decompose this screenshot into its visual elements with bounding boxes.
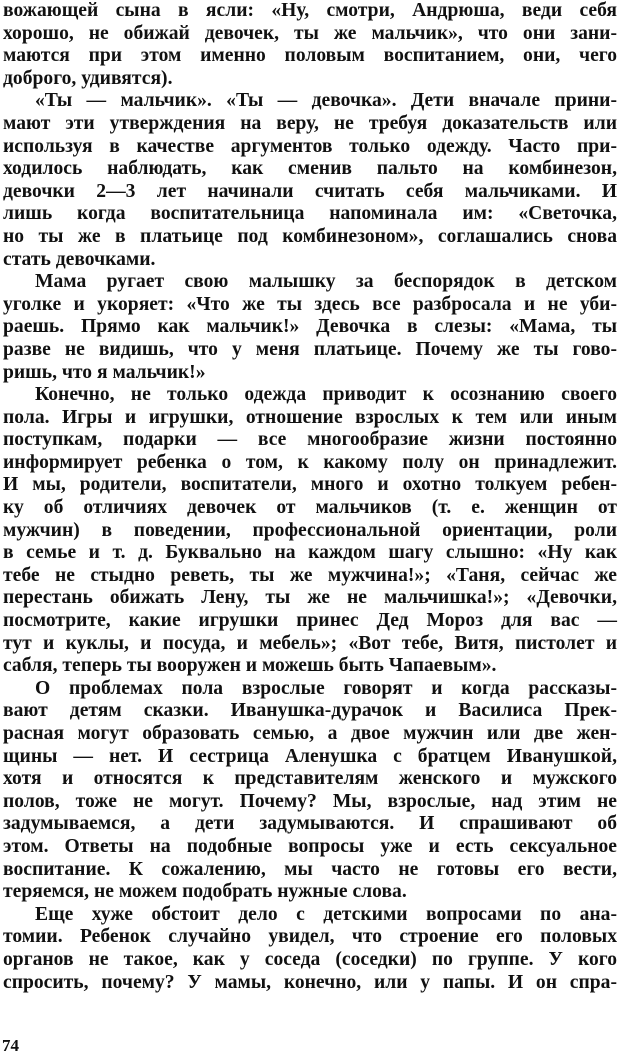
text-line: О проблемах пола взрослые говорят и когда рассказы- xyxy=(35,677,617,699)
text-line: раешь. Прямо как мальчик!» Девочка в слезы: «Мама, ты xyxy=(3,316,617,338)
text-line: Мама ругает свою малышку за беспорядок в детском xyxy=(35,271,617,293)
text-line: разве не видишь, что у меня платьице. Почему же ты гово- xyxy=(3,338,617,360)
text-line: лишь когда воспитательница напоминала им: «Светочка, xyxy=(3,203,617,225)
text-line: хотя и относятся к представителям женского и мужского xyxy=(3,768,617,790)
text-line: тебе не стыдно реветь, ты же мужчина!»; «Таня, сейчас же xyxy=(3,564,617,586)
text-line: спросить, почему? У мамы, конечно, или у папы. И он спра- xyxy=(3,971,617,993)
text-line: поступкам, подарки — все многообразие жизни постоянно xyxy=(3,429,617,451)
text-line: томии. Ребенок случайно увидел, что строение его половых xyxy=(3,926,617,948)
text-line: перестань обижать Лену, ты же не мальчишка!»; «Девочки, xyxy=(3,587,617,609)
text-line: теряемся, не можем подобрать нужные слова. xyxy=(3,881,407,903)
text-line: задумываемся, а дети задумываются. И спрашивают об xyxy=(3,813,617,835)
paragraph xyxy=(3,678,617,904)
text-line: доброго, удивятся). xyxy=(3,67,173,89)
text-line: тут и куклы, и посуда, и мебель»; «Вот тебе, Витя, пистолет и xyxy=(3,632,617,654)
paragraph xyxy=(3,384,617,678)
text-line: щины — нет. И сестрица Аленушка с братцем Иванушкой, xyxy=(3,745,617,767)
text-line: уголке и укоряет: «Что же ты здесь все разбросала и не уби- xyxy=(3,293,617,315)
text-line: хорошо, не обижай девочек, ты же мальчик», что они зани- xyxy=(3,22,617,44)
text-line: Конечно, не только одежда приводит к осознанию своего xyxy=(35,384,617,406)
text-line: стать девочками. xyxy=(3,248,156,270)
text-line: вают детям сказки. Иванушка-дурачок и Василиса Прек- xyxy=(3,700,617,722)
paragraph xyxy=(3,0,617,90)
page-number: 74 xyxy=(2,1036,19,1055)
page-text xyxy=(3,0,617,994)
paragraph xyxy=(3,271,617,384)
text-line: пола. Игры и игрушки, отношение взрослых к тем или иным xyxy=(3,406,617,428)
text-line: полов, тоже не могут. Почему? Мы, взрослые, над этим не xyxy=(3,790,617,812)
text-line: воспитание. К сожалению, мы часто не готовы его вести, xyxy=(3,858,617,880)
text-line: девочки 2—3 лет начинали считать себя мальчиками. И xyxy=(3,180,617,202)
text-line: вожающей сына в ясли: «Ну, смотри, Андрюша, веди себя xyxy=(3,0,617,21)
text-line: мужчин) в поведении, профессиональной ориентации, роли xyxy=(3,519,617,541)
text-line: ходилось наблюдать, как сменив пальто на комбинезон, xyxy=(3,158,617,180)
paragraph xyxy=(3,90,617,271)
text-line: используя в качестве аргументов только одежду. Часто при- xyxy=(3,135,617,157)
text-line: в семье и т. д. Буквально на каждом шагу слышно: «Ну как xyxy=(3,542,617,564)
text-line: маются при этом именно половым воспитанием, они, чего xyxy=(3,45,617,67)
text-line: посмотрите, какие игрушки принес Дед Мороз для вас — xyxy=(3,610,617,632)
text-line: органов не такое, как у соседа (соседки) по группе. У кого xyxy=(3,948,617,970)
text-line: мают эти утверждения на веру, не требуя доказательств или xyxy=(3,112,617,134)
text-line: информирует ребенка о том, к какому полу он принадлежит. xyxy=(3,451,617,473)
text-line: «Ты — мальчик». «Ты — девочка». Дети вначале прини- xyxy=(35,90,617,112)
text-line: но ты же в платьице под комбинезоном», соглашались снова xyxy=(3,225,617,247)
text-line: ку об отличиях девочек от мальчиков (т. е. женщин от xyxy=(3,497,617,519)
paragraph xyxy=(3,904,617,994)
text-line: И мы, родители, воспитатели, много и охотно толкуем ребен- xyxy=(3,474,617,496)
text-line: сабля, теперь ты вооружен и можешь быть Чапаевым». xyxy=(3,655,497,677)
text-line: расная могут образовать семью, а двое мужчин или две жен- xyxy=(3,723,617,744)
text-line: этом. Ответы на подобные вопросы уже и есть сексуальное xyxy=(3,835,617,857)
text-line: ришь, что я мальчик!» xyxy=(3,361,206,383)
text-line: Еще хуже обстоит дело с детскими вопросами по ана- xyxy=(35,903,617,925)
